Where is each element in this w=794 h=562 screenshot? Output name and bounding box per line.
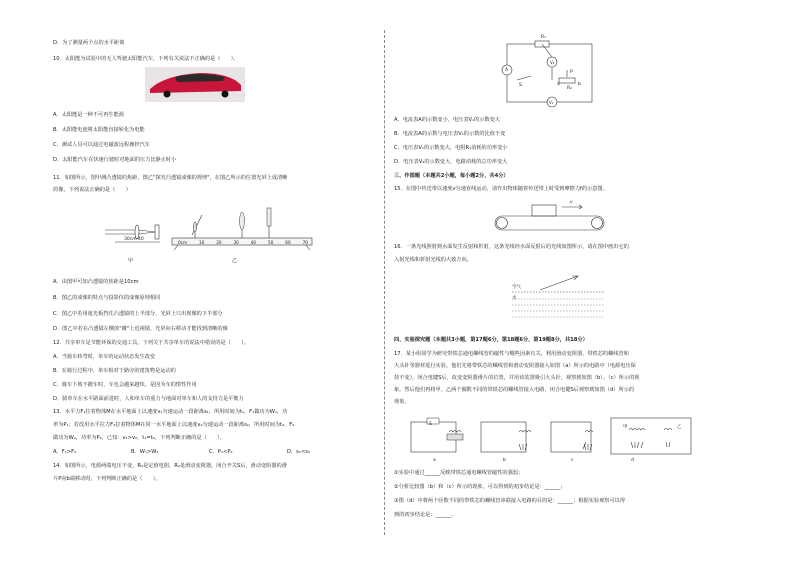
q11-option-a: A．由图甲可知凸透镜的焦距是10cm	[53, 279, 139, 285]
circuit-diagram	[497, 36, 602, 108]
section-3-heading: 三、作图题（本题共2小题，每小题2分，共4分）	[394, 173, 509, 179]
q9-option-d: D．为了测量两个点的水平距离	[53, 40, 125, 46]
scale-tick: 10	[198, 240, 205, 245]
q11-option-c: C．图乙中若用遮光板挡住凸透镜的上半部分，光屏上只出现像的下半部分	[53, 311, 223, 317]
q13-line3: 做功为W₂，功率为P₂，已知：v₁>v₂，t₁=t₂，下列判断正确的是（ ）。	[53, 435, 225, 441]
q10-option-a: A．太阳能是一种不可再生能源	[53, 112, 124, 118]
q13-option-d: D．s₁<s₂	[287, 449, 311, 455]
fig-label-b: b	[503, 458, 506, 463]
label-water: 水	[512, 296, 517, 301]
q14-option-b: B．电流表A的示数与电压表V₁的示数的比值不变	[394, 131, 506, 137]
q14-option-d: D．电压表V₂的示数变大，电路消耗的总功率变大	[394, 159, 508, 165]
fig-label-jia: 甲	[623, 425, 628, 430]
q11-stem-line2: 的像，下列说法正确的是（ ）	[53, 187, 131, 193]
figure-label-yi: 乙	[232, 258, 238, 264]
optical-bench-scale	[178, 239, 308, 246]
scale-tick: 30	[233, 240, 239, 245]
section-4-heading: 四、实验探究题（本题共3小题，第17题6分，第18题6分，第19题8分，共18分）	[394, 337, 588, 343]
scale-tick: 50	[268, 240, 274, 245]
scale-tick: 60	[285, 240, 291, 245]
q16-line2: 入射光线和折射光线的大致方向。	[394, 257, 472, 263]
q12-option-d: D．骑单车在水平路面前进时，人和单车的重力与地面对单车和人的支持力是平衡力	[53, 396, 244, 402]
right-column	[387, 0, 794, 562]
label-end-a: a	[557, 82, 560, 87]
fig-label-c: c	[571, 458, 574, 463]
scale-tick: 20	[216, 240, 222, 245]
q10-option-d: D．太阳能汽车在快速行驶时对地面的压力比静止时小	[53, 157, 177, 163]
q17-sub-2: ②分析比较图（b）和（c）所示的现象，可以得到的初步结论是：______；	[394, 484, 566, 490]
belt-velocity-label: v	[570, 200, 573, 205]
q13-option-a: A．F₁>F₂	[53, 449, 77, 455]
label-r1: R₁	[541, 35, 546, 40]
q13-option-c: C．P₁<P₂	[209, 449, 233, 455]
q14-line1: 14．如图所示，电源两端电压不变，R₁是定值电阻，R₂是滑动变阻器，闭合开关S后，滑动变阻器的滑	[53, 463, 287, 469]
q14-line2: 片P向b端移动时，下列判断正确的是（ ）。	[53, 476, 161, 482]
q12-stem: 12．共享单车是节能环保的交通工具，下列关于共享单车的说法中错误的是（ ）。	[53, 340, 249, 346]
ruler-label: 30cm 40	[124, 237, 144, 242]
label-v1: V₁	[549, 100, 554, 105]
q17-line1: 17．某小组同学为研究带铁芯通电螺线管的磁性与哪些因素有关，利用滑动变阻器、带铁芯的螺线管和	[394, 351, 629, 357]
q10-stem: 10．太阳能为试验中的无人驾驶太阳能汽车，下列有关说法不正确的是（ ）。	[53, 56, 239, 62]
q11-option-d: D．图乙中若在凸透镜左侧放"戴"上近视镜，光屏向右移动才能找到清晰的像	[53, 326, 228, 332]
q14-option-a: A．电流表A的示数变小，电压表V₁的示数变大	[394, 117, 501, 123]
q14-option-c: C．电压表V₁的示数变大，电阻R₁消耗的功率变小	[394, 145, 508, 151]
q11-stem-line1: 11．如图所示，图甲测凸透镜的焦距，图乙"探究凸透镜成像的规律"，在图乙所示的位置光屏上成清晰	[53, 175, 288, 181]
electromagnet-figures	[409, 412, 699, 462]
q17-sub-1: ①实验中通过______反映带铁芯通电螺线管磁性的强弱；	[394, 470, 524, 476]
q13-line2: 率为P₁；若改用水平拉力F₂拉着物体M在同一水平地面上以速度v₂匀速运动一段距离s₂，所用时间为t₂，F₂	[53, 422, 295, 428]
q17-line4: 象。然后他们再将甲、乙两个圈数不同的带铁芯的螺线管接入电路，闭合电键S后观察到如图（d）所示的	[394, 387, 635, 393]
q10-option-b: B．太阳能电池将太阳能直接转化为电能	[53, 127, 145, 133]
scale-tick: 0cm	[178, 240, 188, 245]
figure-label-jia: 甲	[128, 258, 134, 264]
q17-line5: 现象。	[394, 399, 410, 405]
label-ammeter: A	[505, 68, 509, 73]
conveyor-belt-figure	[492, 200, 612, 232]
label-switch: S	[519, 83, 522, 88]
q11-option-b: B．图乙的成像的特点与投影仪的成像原理相同	[53, 295, 161, 301]
fig-switch-label: S	[429, 422, 432, 427]
fig-label-d: d	[631, 458, 634, 463]
q16-line1: 16．一条光线照射到水面发生反射和折射，这条光线经水面反射后的光线如图所示，请在图中画出它的	[394, 244, 629, 250]
fig-label-yi: 乙	[677, 425, 682, 430]
scale-tick: 40	[250, 240, 257, 245]
label-end-b: b	[578, 82, 581, 87]
label-r2: R₂	[567, 86, 572, 91]
q12-option-b: B．在骑行过程中，单车相对于路旁的建筑物是运动的	[53, 368, 176, 374]
q15-stem: 15．在图中传送带以速度v匀速直线运动，请作出物体随着传送带上时受到摩擦力f的示意图。	[394, 186, 608, 192]
label-p: P	[570, 70, 573, 75]
left-column	[0, 0, 385, 562]
q10-option-c: C．测试人员可以通过电磁波远程操控汽车	[53, 142, 150, 148]
q17-line3: 持不变），闭合电键S后，改变变阻器滑片的位置，并用该装置吸引大头针，观察到如图（b）、（c）所示的现	[394, 375, 640, 381]
scale-tick: 70	[302, 240, 308, 245]
q17-sub-3: ③图（d）中将两个匝数不同的带铁芯的螺线管串联接入电路的目的是：______；根据实验观察可以得	[394, 498, 626, 504]
q17-line2: 大头针等器材进行实验。他们先将带铁芯的螺线管和滑动变阻器接入如图（a）所示的电路中（电源电压保	[394, 363, 636, 369]
q13-option-b: B．W₁>W₂	[131, 449, 159, 455]
label-v2: V₂	[550, 60, 555, 65]
water-surface-figure	[512, 270, 612, 325]
fig-label-a: a	[433, 458, 436, 463]
q13-line1: 13．水平力F₁拉着物体M在水平地面上以速度v₁匀速运动一段距离s₁，所用时间为t₁，F₁做功为W₁，功	[53, 409, 288, 415]
label-air: 空气	[512, 285, 521, 290]
q12-option-a: A．当骑车转弯时，单车的运动状态发生改变	[53, 354, 156, 360]
q12-option-c: C．骑车下坡不蹬车时，车也会越来越快，是因为车的惯性作用	[53, 382, 197, 388]
solar-car-image	[145, 67, 245, 102]
q17-sub-4: 到的初步结论是：______。	[394, 512, 457, 518]
